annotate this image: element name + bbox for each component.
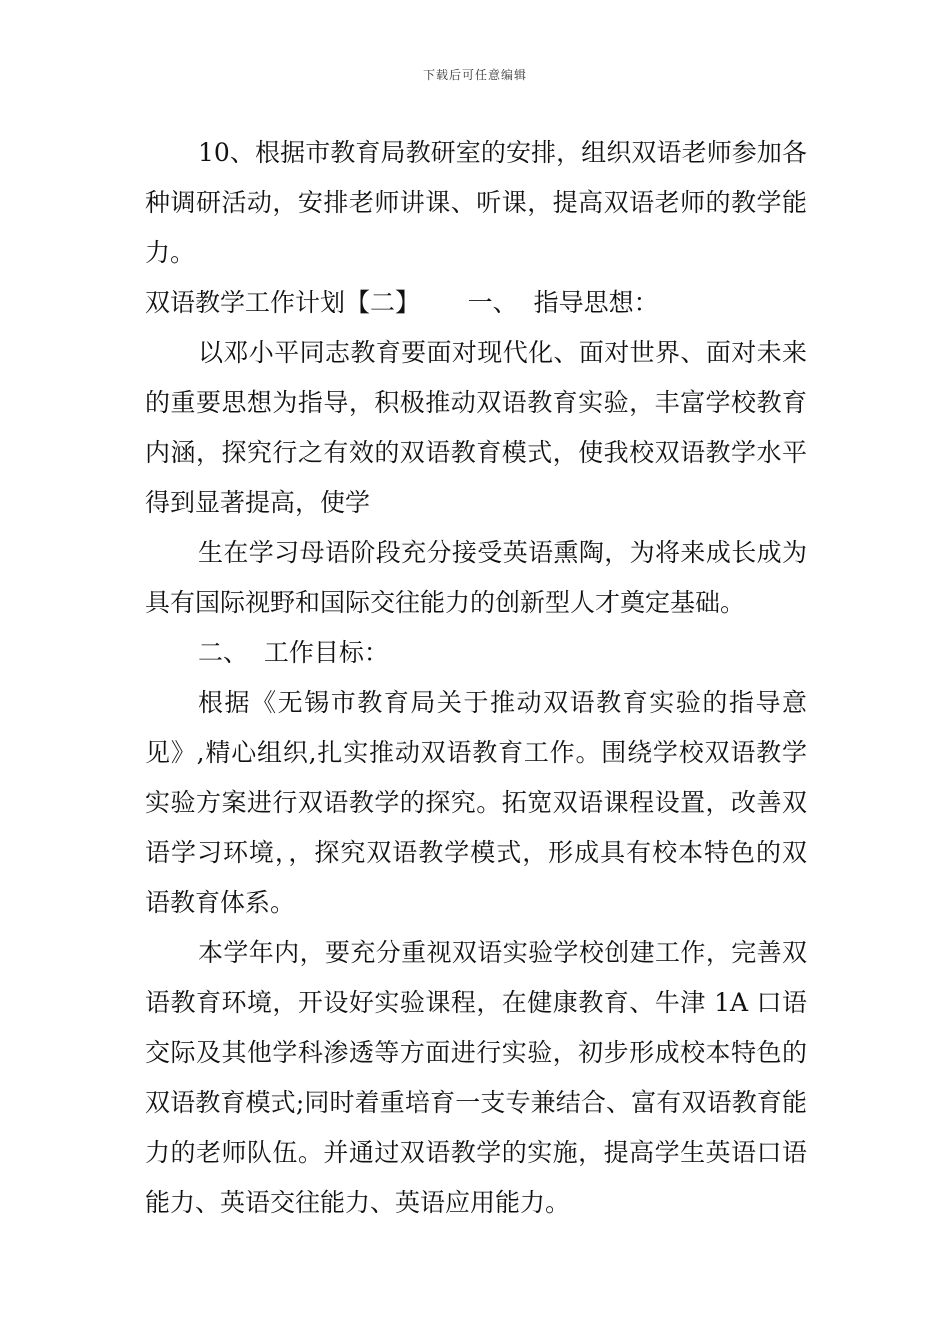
paragraph-guiding-thought-continued: 生在学习母语阶段充分接受英语熏陶，为将来成长成为具有国际视野和国际交往能力的创新型人才奠定基础。 [145, 538, 807, 617]
section-heading-plan-two: 双语教学工作计划【二】 一、 指导思想： [145, 288, 659, 317]
paragraph-school-year-plan: 本学年内，要充分重视双语实验学校创建工作，完善双语教育环境，开设好实验课程，在健康教育、牛津 1A 口语交际及其他学科渗透等方面进行实验，初步形成校本特色的双语教育模式;同时着重培育一支专兼结合、富有双语教育能力的老师队伍。并通过双语教学的实施，提高学生英语口语能力、英语交往能力、英语应用能力。 [145, 938, 807, 1217]
paragraph-work-goals: 根据《无锡市教育局关于推动双语教育实验的指导意见》,精心组织,扎实推动双语教育工作。围绕学校双语教学实验方案进行双语教学的探究。拓宽双语课程设置，改善双语学习环境，，探究双语教学模式，形成具有校本特色的双语教育体系。 [145, 688, 807, 917]
section-heading-work-goals: 二、 工作目标： [198, 638, 389, 667]
page-header-note: 下载后可任意编辑 [422, 68, 527, 82]
paragraph-item-10: 10、根据市教育局教研室的安排，组织双语老师参加各种调研活动，安排老师讲课、听课，提高双语老师的教学能力。 [145, 138, 807, 267]
document-body [145, 128, 807, 1228]
paragraph-guiding-thought: 以邓小平同志教育要面对现代化、面对世界、面对未来的重要思想为指导，积极推动双语教育实验，丰富学校教育内涵，探究行之有效的双语教育模式，使我校双语教学水平得到显著提高，使学 [145, 338, 807, 517]
